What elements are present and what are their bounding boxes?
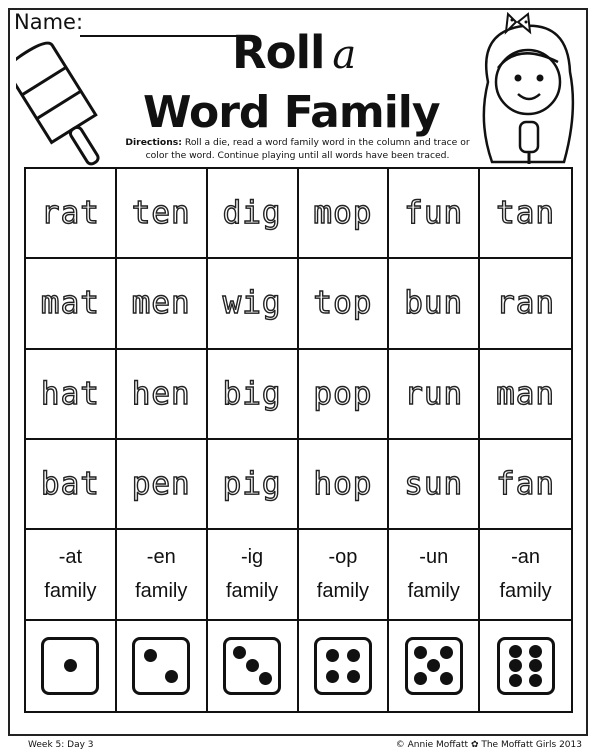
die-pip bbox=[246, 659, 259, 672]
directions bbox=[120, 136, 475, 162]
trace-word: fan bbox=[496, 466, 556, 503]
trace-word: pen bbox=[131, 466, 191, 503]
die-pip bbox=[509, 645, 522, 658]
word-family-grid bbox=[24, 167, 573, 713]
die-face-6-icon bbox=[497, 637, 555, 695]
trace-word: mat bbox=[40, 285, 100, 322]
family-cell bbox=[389, 530, 480, 620]
family-ending: -at bbox=[58, 546, 83, 569]
word-cell bbox=[26, 440, 117, 530]
word-cell bbox=[480, 350, 571, 440]
die-pip bbox=[529, 645, 542, 658]
family-label bbox=[226, 540, 278, 608]
die-cell bbox=[26, 621, 117, 711]
word-cell bbox=[299, 350, 390, 440]
trace-word: run bbox=[404, 375, 464, 412]
word-cell bbox=[26, 350, 117, 440]
word-cell bbox=[299, 169, 390, 259]
family-label bbox=[317, 540, 369, 608]
word-cell bbox=[299, 440, 390, 530]
family-word: family bbox=[135, 580, 188, 603]
trace-word: men bbox=[131, 285, 191, 322]
trace-word: dig bbox=[222, 195, 282, 232]
trace-word: man bbox=[496, 375, 556, 412]
die-pip bbox=[414, 672, 427, 685]
word-cell bbox=[117, 350, 208, 440]
family-label bbox=[499, 540, 551, 608]
family-cell bbox=[26, 530, 117, 620]
name-label: Name: bbox=[14, 10, 84, 34]
trace-word: tan bbox=[496, 195, 556, 232]
word-cell bbox=[480, 169, 571, 259]
trace-word: top bbox=[313, 285, 373, 322]
family-label bbox=[135, 540, 187, 608]
die-face-5-icon bbox=[405, 637, 463, 695]
trace-word: hat bbox=[40, 375, 100, 412]
title-roll: Roll bbox=[232, 26, 325, 79]
directions-text: Roll a die, read a word family word in the column and trace or color the word. Continue playing until all words have been traced. bbox=[145, 137, 470, 161]
word-cell bbox=[26, 169, 117, 259]
family-cell bbox=[117, 530, 208, 620]
die-pip bbox=[509, 674, 522, 687]
die-pip bbox=[427, 659, 440, 672]
popsicle-icon bbox=[16, 40, 108, 180]
trace-word: big bbox=[222, 375, 282, 412]
trace-word: ten bbox=[131, 195, 191, 232]
family-ending: -ig bbox=[240, 546, 264, 569]
word-cell bbox=[26, 259, 117, 349]
die-face-1-icon bbox=[41, 637, 99, 695]
word-cell bbox=[389, 259, 480, 349]
family-word: family bbox=[44, 580, 97, 603]
die-pip bbox=[529, 674, 542, 687]
die-pip bbox=[440, 672, 453, 685]
trace-word: hop bbox=[313, 466, 373, 503]
directions-label: Directions: bbox=[125, 137, 182, 148]
trace-word: rat bbox=[40, 195, 100, 232]
word-cell bbox=[208, 440, 299, 530]
family-label bbox=[408, 540, 460, 608]
die-pip bbox=[165, 670, 178, 683]
die-pip bbox=[509, 659, 522, 672]
trace-word: bun bbox=[404, 285, 464, 322]
word-cell bbox=[389, 169, 480, 259]
die-cell bbox=[480, 621, 571, 711]
die-pip bbox=[529, 659, 542, 672]
word-cell bbox=[389, 440, 480, 530]
die-face-3-icon bbox=[223, 637, 281, 695]
title-line-2: Word Family bbox=[143, 87, 440, 138]
die-pip bbox=[259, 672, 272, 685]
word-cell bbox=[117, 259, 208, 349]
girl-with-popsicle-icon bbox=[468, 12, 588, 167]
trace-word: wig bbox=[222, 285, 282, 322]
die-face-2-icon bbox=[132, 637, 190, 695]
trace-word: fun bbox=[404, 195, 464, 232]
family-ending: -op bbox=[328, 546, 358, 569]
family-word: family bbox=[407, 580, 460, 603]
die-cell bbox=[208, 621, 299, 711]
die-pip bbox=[144, 649, 157, 662]
word-cell bbox=[117, 440, 208, 530]
word-cell bbox=[208, 169, 299, 259]
title-line-1 bbox=[232, 28, 355, 80]
die-pip bbox=[326, 670, 339, 683]
family-ending: -an bbox=[511, 546, 541, 569]
die-cell bbox=[389, 621, 480, 711]
word-cell bbox=[299, 259, 390, 349]
word-cell bbox=[480, 259, 571, 349]
family-cell bbox=[299, 530, 390, 620]
die-cell bbox=[117, 621, 208, 711]
die-face-4-icon bbox=[314, 637, 372, 695]
die-pip bbox=[414, 646, 427, 659]
die-pip bbox=[326, 649, 339, 662]
family-ending: -un bbox=[419, 546, 449, 569]
family-cell bbox=[208, 530, 299, 620]
family-word: family bbox=[499, 580, 552, 603]
word-cell bbox=[480, 440, 571, 530]
footer-week: Week 5: Day 3 bbox=[28, 740, 94, 750]
die-pip bbox=[347, 670, 360, 683]
family-label bbox=[44, 540, 96, 608]
trace-word: mop bbox=[313, 195, 373, 232]
title-a: a bbox=[332, 32, 356, 78]
name-write-line bbox=[80, 35, 250, 37]
die-pip bbox=[233, 646, 246, 659]
footer-copyright: © Annie Moffatt ✿ The Moffatt Girls 2013 bbox=[395, 740, 582, 750]
word-cell bbox=[208, 259, 299, 349]
trace-word: pop bbox=[313, 375, 373, 412]
trace-word: ran bbox=[496, 285, 556, 322]
word-cell bbox=[389, 350, 480, 440]
trace-word: bat bbox=[40, 466, 100, 503]
trace-word: hen bbox=[131, 375, 191, 412]
trace-word: sun bbox=[404, 466, 464, 503]
family-ending: -en bbox=[146, 546, 176, 569]
word-cell bbox=[208, 350, 299, 440]
die-pip bbox=[64, 659, 77, 672]
family-word: family bbox=[316, 580, 370, 603]
trace-word: pig bbox=[222, 466, 282, 503]
word-cell bbox=[117, 169, 208, 259]
die-cell bbox=[299, 621, 390, 711]
family-word: family bbox=[225, 580, 279, 603]
die-pip bbox=[440, 646, 453, 659]
family-cell bbox=[480, 530, 571, 620]
die-pip bbox=[347, 649, 360, 662]
